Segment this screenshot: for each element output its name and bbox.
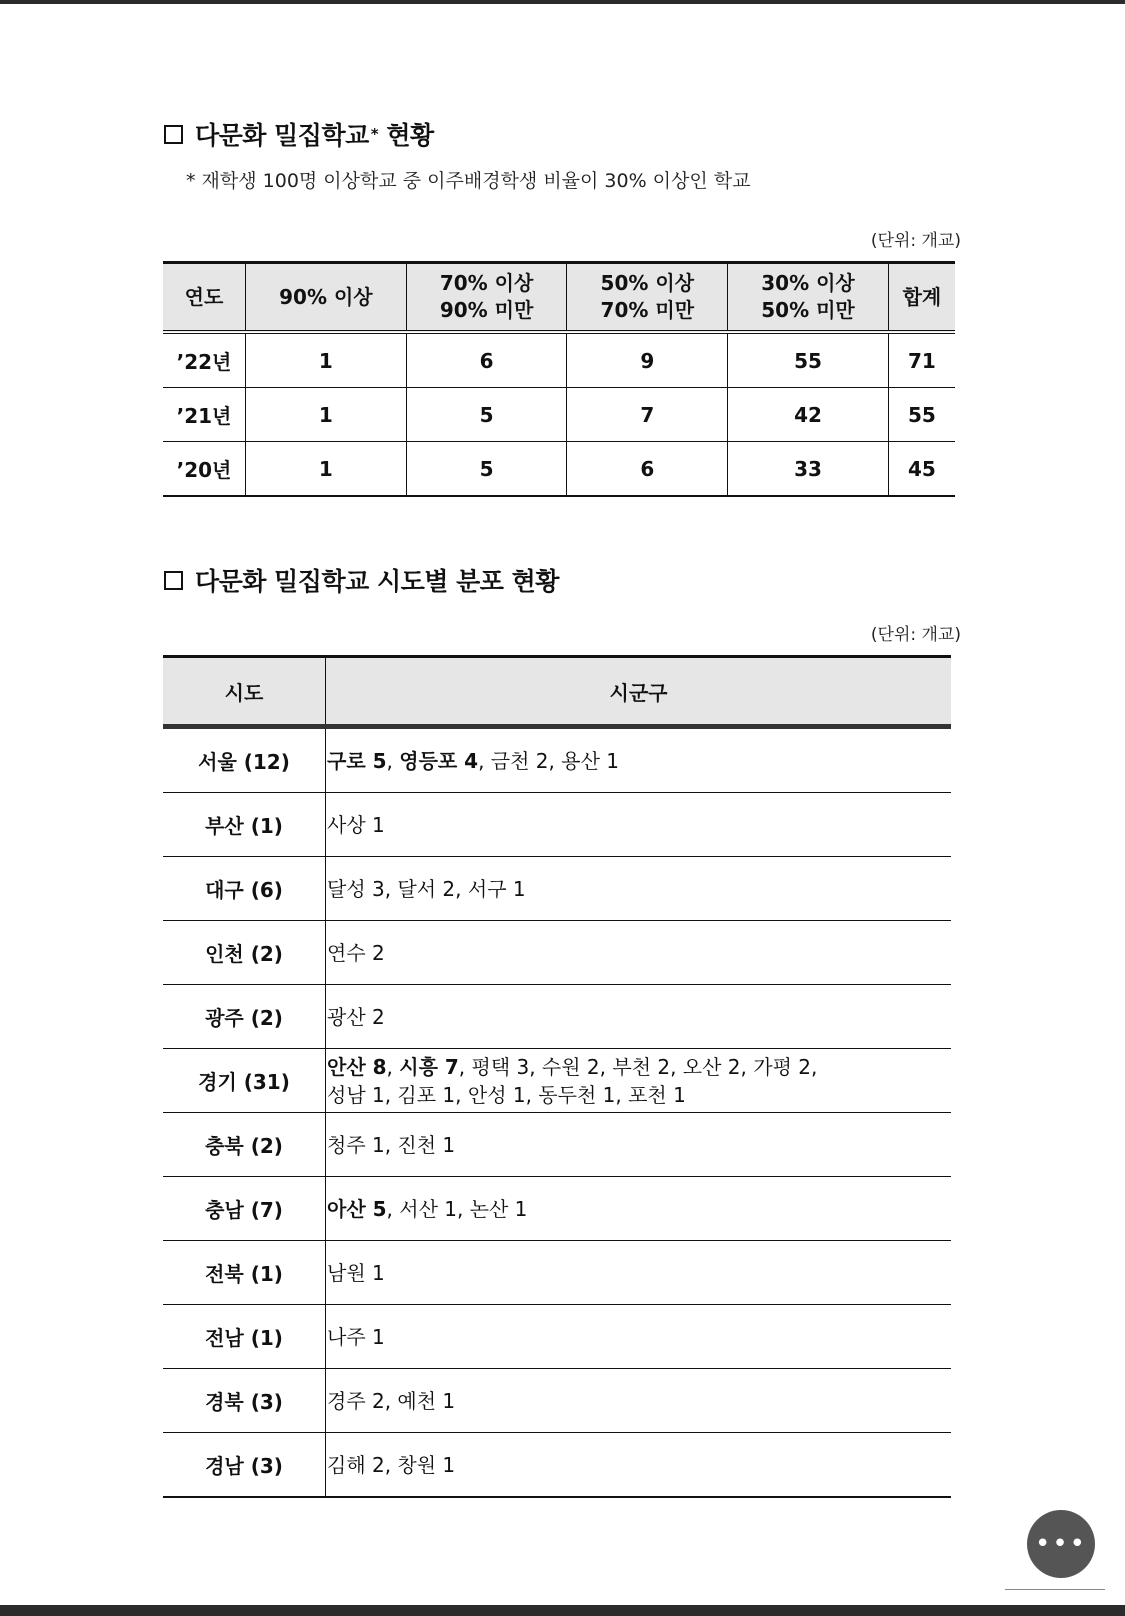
density-table bbox=[163, 261, 955, 497]
sigungu-highlight: 아산 5 bbox=[327, 1196, 387, 1221]
sigungu-text: 달성 3, 달서 2, 서구 1 bbox=[327, 876, 526, 901]
table-row bbox=[163, 921, 951, 985]
sigungu-line bbox=[327, 1451, 951, 1479]
divider bbox=[1005, 1589, 1105, 1590]
sigungu-text: 김해 2, 창원 1 bbox=[327, 1452, 456, 1477]
header-line: 90% 이상 bbox=[279, 284, 373, 309]
sigungu-cell bbox=[326, 1049, 952, 1113]
table-row bbox=[163, 1433, 951, 1498]
sigungu-line bbox=[327, 1195, 951, 1223]
sigungu-text: , 서산 1, 논산 1 bbox=[386, 1196, 528, 1221]
sigungu-line bbox=[327, 1003, 951, 1031]
sigungu-cell bbox=[326, 1433, 952, 1498]
sido-cell: 전남 (1) bbox=[163, 1305, 326, 1369]
sigungu-text: 성남 1, 김포 1, 안성 1, 동두천 1, 포천 1 bbox=[327, 1082, 686, 1107]
sigungu-highlight: 시흥 7 bbox=[399, 1054, 459, 1079]
header-sido: 시도 bbox=[163, 657, 326, 727]
count-cell: 6 bbox=[406, 332, 567, 388]
sigungu-cell bbox=[326, 1369, 952, 1433]
sigungu-cell bbox=[326, 793, 952, 857]
sigungu-text: 광산 2 bbox=[327, 1004, 385, 1029]
sigungu-text: 나주 1 bbox=[327, 1324, 385, 1349]
sigungu-text: , bbox=[386, 748, 400, 773]
count-cell: 42 bbox=[728, 388, 889, 442]
sido-cell: 경북 (3) bbox=[163, 1369, 326, 1433]
sido-cell: 전북 (1) bbox=[163, 1241, 326, 1305]
table-row bbox=[163, 1113, 951, 1177]
year-cell: ’22년 bbox=[163, 332, 246, 388]
sido-cell: 대구 (6) bbox=[163, 857, 326, 921]
table-row bbox=[163, 1049, 951, 1113]
table-row bbox=[163, 332, 955, 388]
sigungu-text: 연수 2 bbox=[327, 940, 385, 965]
density-header-cell bbox=[246, 263, 407, 333]
section2-heading bbox=[164, 562, 559, 598]
sigungu-cell bbox=[326, 727, 952, 793]
sigungu-text: , 금천 2, 용산 1 bbox=[478, 748, 619, 773]
section2-unit: (단위: 개교) bbox=[870, 625, 961, 645]
table-row bbox=[163, 388, 955, 442]
header-line: 90% 미만 bbox=[439, 298, 534, 322]
header-line: 70% 미만 bbox=[600, 298, 695, 322]
sigungu-text: 청주 1, 진천 1 bbox=[327, 1132, 456, 1157]
sigungu-line bbox=[327, 1323, 951, 1351]
section1-footnote: * 재학생 100명 이상학교 중 이주배경학생 비율이 30% 이상인 학교 bbox=[186, 170, 751, 192]
more-horizontal-icon: ••• bbox=[1034, 1529, 1087, 1559]
count-cell: 5 bbox=[406, 388, 567, 442]
density-table-body bbox=[163, 332, 955, 496]
region-table-header-row bbox=[163, 657, 951, 727]
sido-cell: 경기 (31) bbox=[163, 1049, 326, 1113]
sigungu-cell bbox=[326, 1113, 952, 1177]
sigungu-text: 남원 1 bbox=[327, 1260, 385, 1285]
region-table-body bbox=[163, 727, 951, 1498]
sido-cell: 인천 (2) bbox=[163, 921, 326, 985]
sigungu-text: , bbox=[386, 1054, 400, 1079]
sigungu-text: 경주 2, 예천 1 bbox=[327, 1388, 456, 1413]
sigungu-line bbox=[327, 747, 951, 775]
sido-cell: 부산 (1) bbox=[163, 793, 326, 857]
table-row bbox=[163, 793, 951, 857]
density-header-cell bbox=[567, 263, 728, 333]
density-header-cell bbox=[406, 263, 567, 333]
table-row bbox=[163, 985, 951, 1049]
sido-cell: 충북 (2) bbox=[163, 1113, 326, 1177]
sigungu-cell bbox=[326, 921, 952, 985]
section1-title-asterisk: * bbox=[370, 125, 379, 143]
header-line: 합계 bbox=[902, 284, 942, 309]
count-cell: 1 bbox=[246, 388, 407, 442]
sigungu-highlight: 영등포 4 bbox=[399, 748, 479, 773]
section1-heading bbox=[164, 116, 434, 152]
table-row bbox=[163, 442, 955, 497]
table-row bbox=[163, 1177, 951, 1241]
sido-cell: 충남 (7) bbox=[163, 1177, 326, 1241]
sigungu-text: 사상 1 bbox=[327, 812, 385, 837]
sigungu-cell bbox=[326, 1177, 952, 1241]
sigungu-cell bbox=[326, 857, 952, 921]
sigungu-line bbox=[327, 1053, 951, 1081]
count-cell: 55 bbox=[728, 332, 889, 388]
section1-title-suffix: 현황 bbox=[378, 121, 434, 150]
table-row bbox=[163, 1369, 951, 1433]
density-header-cell bbox=[728, 263, 889, 333]
count-cell: 9 bbox=[567, 332, 728, 388]
count-cell: 1 bbox=[246, 442, 407, 497]
sigungu-line bbox=[327, 939, 951, 967]
checkbox-square-icon bbox=[164, 571, 183, 590]
header-line: 50% 미만 bbox=[761, 298, 855, 322]
density-table-header-row bbox=[163, 263, 955, 333]
sigungu-line bbox=[327, 1259, 951, 1287]
table-row bbox=[163, 727, 951, 793]
sigungu-cell bbox=[326, 985, 952, 1049]
checkbox-square-icon bbox=[164, 125, 183, 144]
header-sigungu: 시군구 bbox=[326, 657, 952, 727]
table-row bbox=[163, 1305, 951, 1369]
sido-cell: 서울 (12) bbox=[163, 727, 326, 793]
header-line: 50% 이상 bbox=[600, 271, 695, 295]
sigungu-line bbox=[327, 1081, 951, 1109]
sido-cell: 광주 (2) bbox=[163, 985, 326, 1049]
header-line: 30% 이상 bbox=[761, 271, 855, 295]
table-row bbox=[163, 857, 951, 921]
count-cell: 71 bbox=[888, 332, 955, 388]
count-cell: 5 bbox=[406, 442, 567, 497]
sido-cell: 경남 (3) bbox=[163, 1433, 326, 1498]
document-page bbox=[0, 4, 1125, 1605]
sigungu-highlight: 안산 8 bbox=[327, 1054, 387, 1079]
section1-unit: (단위: 개교) bbox=[870, 231, 961, 251]
year-cell: ’21년 bbox=[163, 388, 246, 442]
section1-title: 다문화 밀집학교 bbox=[195, 121, 369, 150]
count-cell: 33 bbox=[728, 442, 889, 497]
count-cell: 7 bbox=[567, 388, 728, 442]
count-cell: 45 bbox=[888, 442, 955, 497]
header-line: 연도 bbox=[184, 284, 224, 309]
sigungu-line bbox=[327, 875, 951, 903]
count-cell: 1 bbox=[246, 332, 407, 388]
density-header-cell bbox=[163, 263, 246, 333]
table-row bbox=[163, 1241, 951, 1305]
sigungu-cell bbox=[326, 1305, 952, 1369]
section2-title: 다문화 밀집학교 시도별 분포 현황 bbox=[195, 567, 559, 596]
sigungu-line bbox=[327, 1131, 951, 1159]
sigungu-cell bbox=[326, 1241, 952, 1305]
count-cell: 55 bbox=[888, 388, 955, 442]
region-table bbox=[163, 655, 951, 1498]
density-header-cell bbox=[888, 263, 955, 333]
count-cell: 6 bbox=[567, 442, 728, 497]
sigungu-line bbox=[327, 1387, 951, 1415]
sigungu-highlight: 구로 5 bbox=[327, 748, 387, 773]
sigungu-line bbox=[327, 811, 951, 839]
year-cell: ’20년 bbox=[163, 442, 246, 497]
header-line: 70% 이상 bbox=[439, 271, 534, 295]
sigungu-text: , 평택 3, 수원 2, 부천 2, 오산 2, 가평 2, bbox=[458, 1054, 818, 1079]
more-options-button[interactable] bbox=[1027, 1510, 1095, 1578]
